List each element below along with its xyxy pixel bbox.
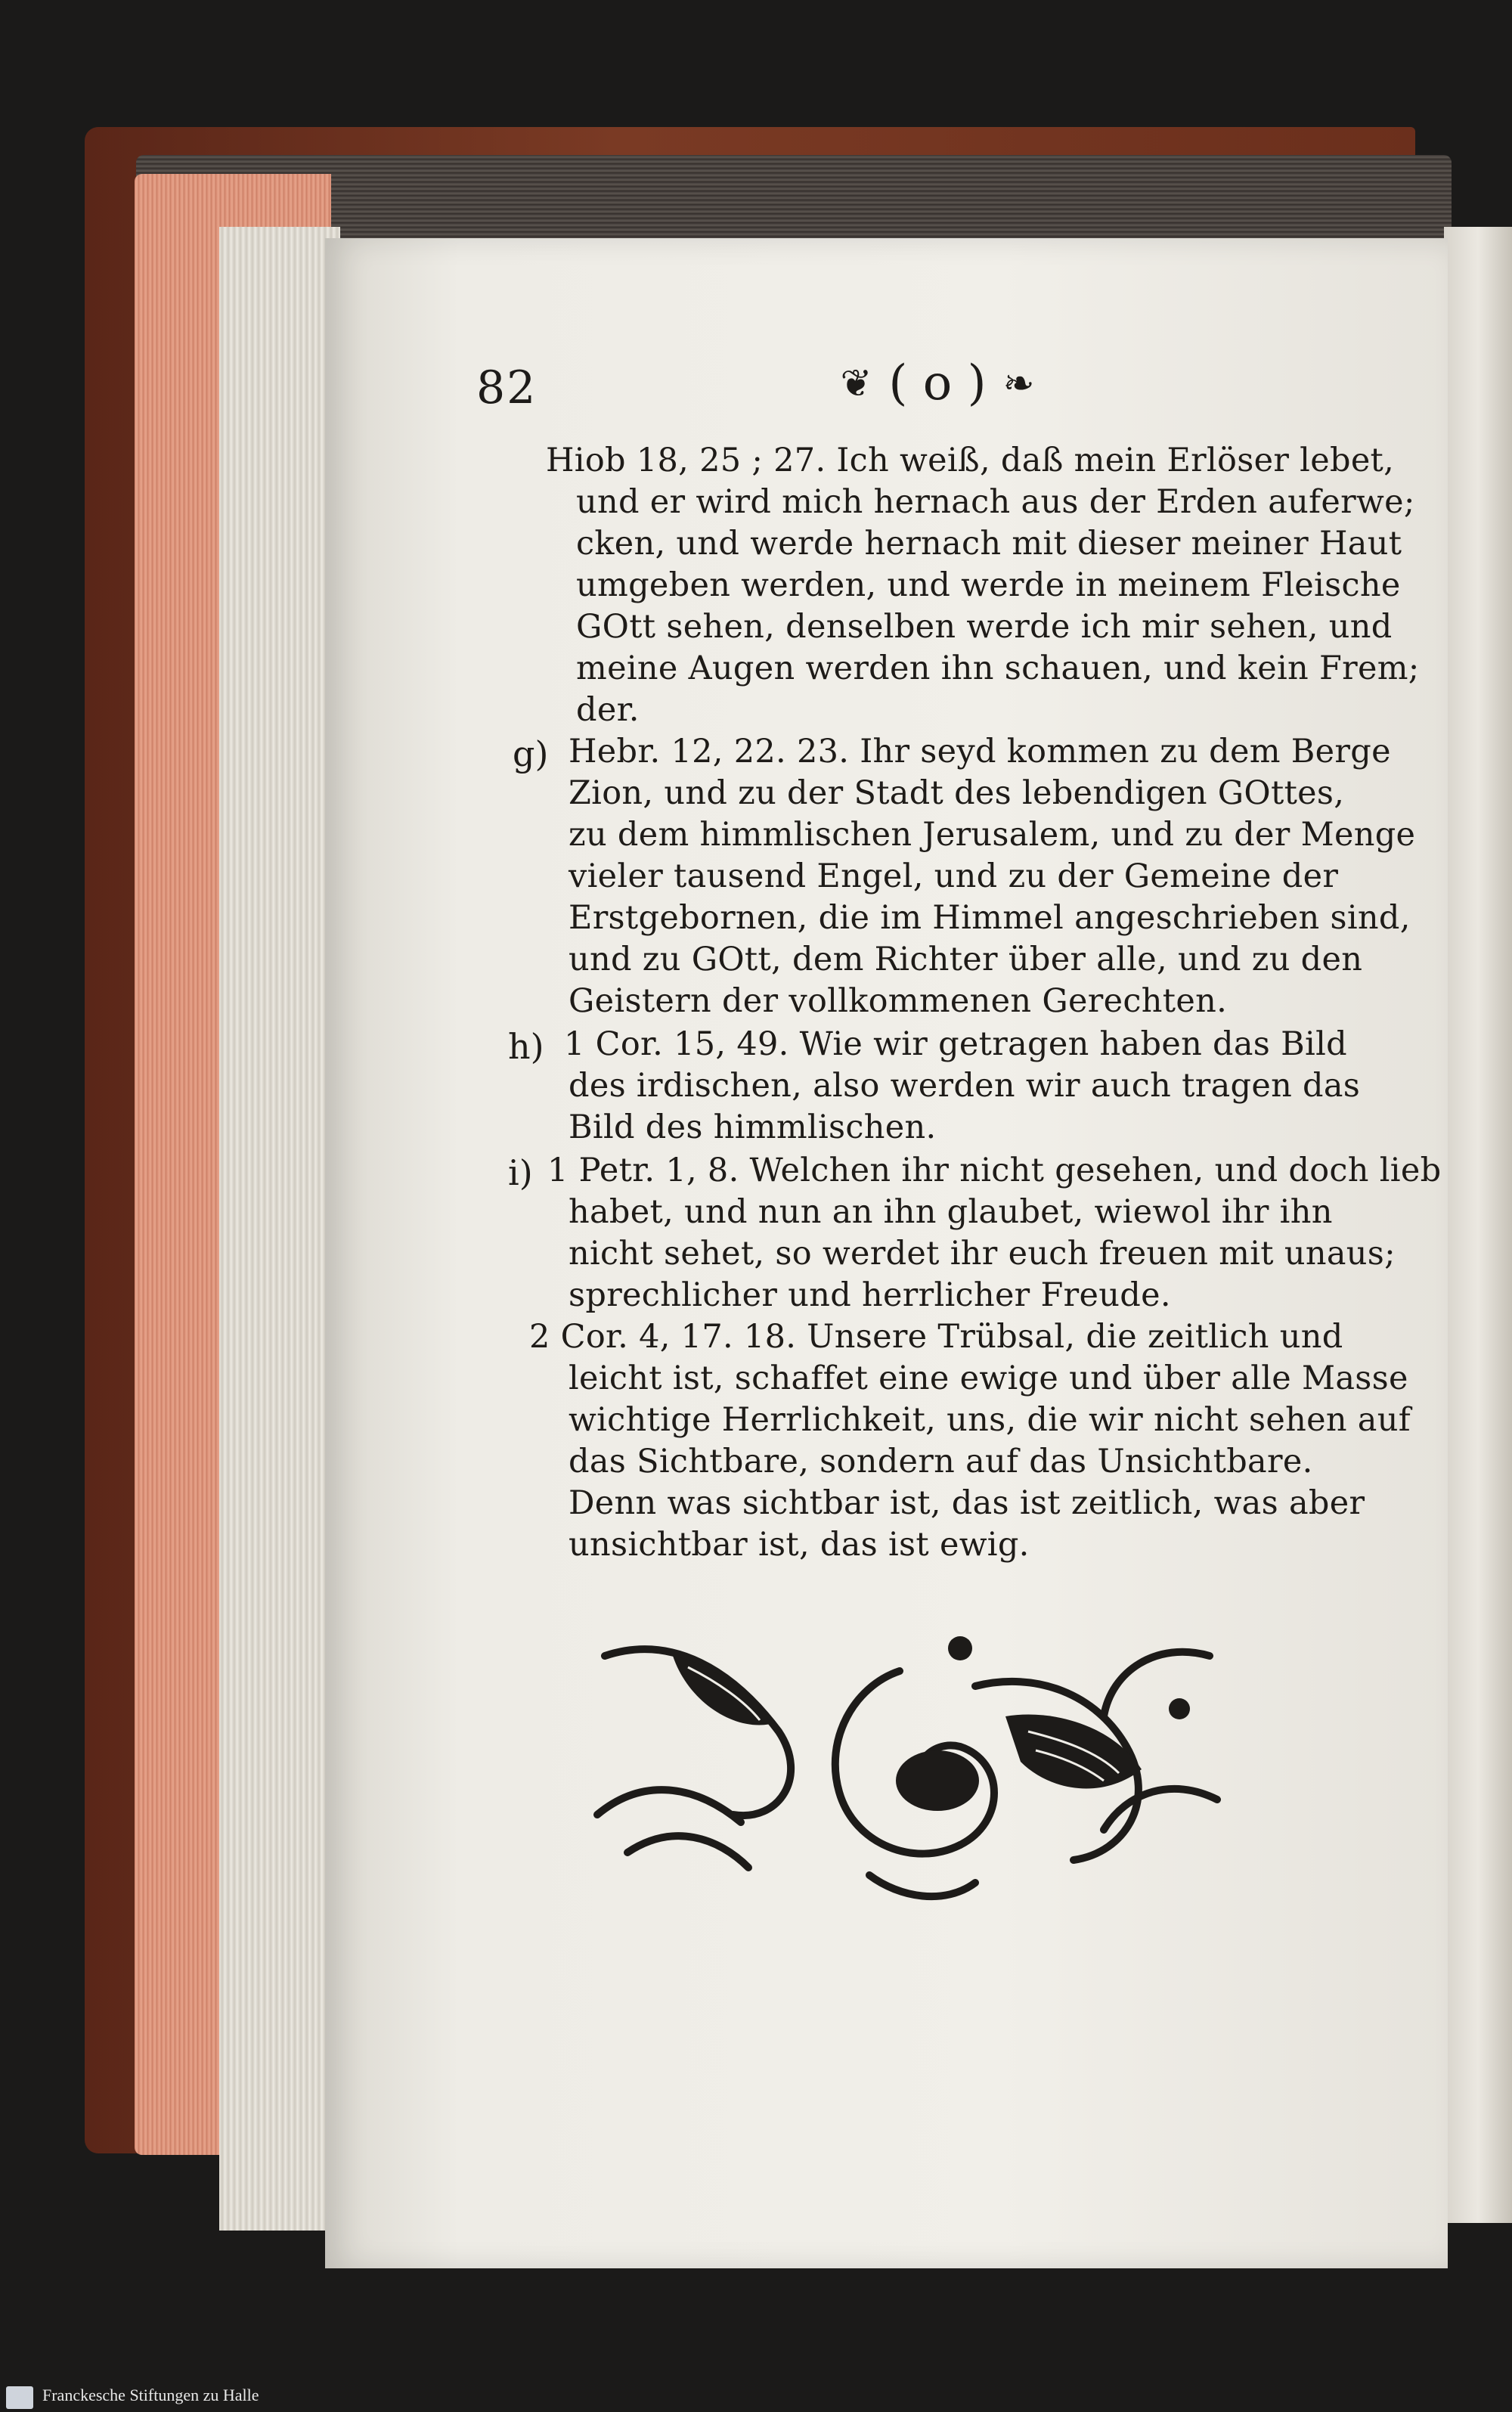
ref-line: Bild des himmlischen. xyxy=(569,1108,937,1146)
ref-line: nicht sehet, so werdet ihr euch freuen mit unaus; xyxy=(569,1235,1396,1273)
page-number: 82 xyxy=(476,361,538,414)
page-header-ornament xyxy=(756,349,1119,417)
ref-line: GOtt sehen, denselben werde ich mir sehen, und xyxy=(576,608,1393,646)
institution-logo-icon xyxy=(6,2386,33,2409)
ref-line: zu dem himmlischen Jerusalem, und zu der Menge xyxy=(569,816,1416,854)
ref-line: 1 Cor. 15, 49. Wie wir getragen haben das Bild xyxy=(564,1025,1347,1063)
ornamental-vignette-icon xyxy=(582,1626,1232,1913)
ref-line: Hiob 18, 25 ; 27. Ich weiß, daß mein Erlöser lebet, xyxy=(546,442,1395,479)
ref-line: cken, und werde hernach mit dieser meiner Haut xyxy=(576,525,1402,563)
ref-line: der. xyxy=(576,691,640,729)
footer-institution: Franckesche Stiftungen zu Halle xyxy=(42,2386,259,2404)
ref-line: habet, und nun an ihn glaubet, wiewol ihr ihn xyxy=(569,1193,1333,1231)
ref-line: und er wird mich hernach aus der Erden auferwe; xyxy=(576,483,1415,521)
ref-line: Geistern der vollkommenen Gerechten. xyxy=(569,982,1228,1020)
fleuron-right-icon: ❧ xyxy=(1002,361,1035,405)
footnote-marker: g) xyxy=(513,733,549,774)
ref-line: des irdischen, also werden wir auch tragen das xyxy=(569,1067,1361,1105)
ref-line: 2 Cor. 4, 17. 18. Unsere Trübsal, die zeitlich und xyxy=(529,1318,1343,1356)
ref-line: Denn was sichtbar ist, das ist zeitlich, was aber xyxy=(569,1484,1365,1522)
ref-line: das Sichtbare, sondern auf das Unsichtbare. xyxy=(569,1443,1313,1480)
ref-line: 1 Petr. 1, 8. Welchen ihr nicht gesehen, und doch lieb xyxy=(547,1152,1442,1189)
ref-line: leicht ist, schaffet eine ewige und über alle Masse xyxy=(569,1359,1408,1397)
fleuron-left-icon: ❦ xyxy=(840,361,872,405)
ref-line: Erstgebornen, die im Himmel angeschrieben sind, xyxy=(569,899,1411,937)
ref-line: und zu GOtt, dem Richter über alle, und zu den xyxy=(569,941,1363,978)
ref-line: umgeben werden, und werde in meinem Fleische xyxy=(576,566,1401,604)
ref-line: vieler tausend Engel, und zu der Gemeine der xyxy=(569,857,1339,895)
ref-line: Hebr. 12, 22. 23. Ihr seyd kommen zu dem Berge xyxy=(569,733,1391,770)
ref-line: Zion, und zu der Stadt des lebendigen GOttes, xyxy=(569,774,1345,812)
ref-line: sprechlicher und herrlicher Freude. xyxy=(569,1276,1171,1314)
footnote-marker: h) xyxy=(508,1026,544,1067)
ref-line: wichtige Herrlichkeit, uns, die wir nicht sehen auf xyxy=(569,1401,1411,1439)
header-mark-text: ( o ) xyxy=(888,355,987,411)
leaf-stack xyxy=(219,227,340,2231)
footnote-marker: i) xyxy=(508,1152,533,1193)
ref-line: unsichtbar ist, das ist ewig. xyxy=(569,1526,1030,1564)
facing-page-edge xyxy=(1444,227,1512,2223)
ref-line: meine Augen werden ihn schauen, und kein Frem; xyxy=(576,650,1420,687)
